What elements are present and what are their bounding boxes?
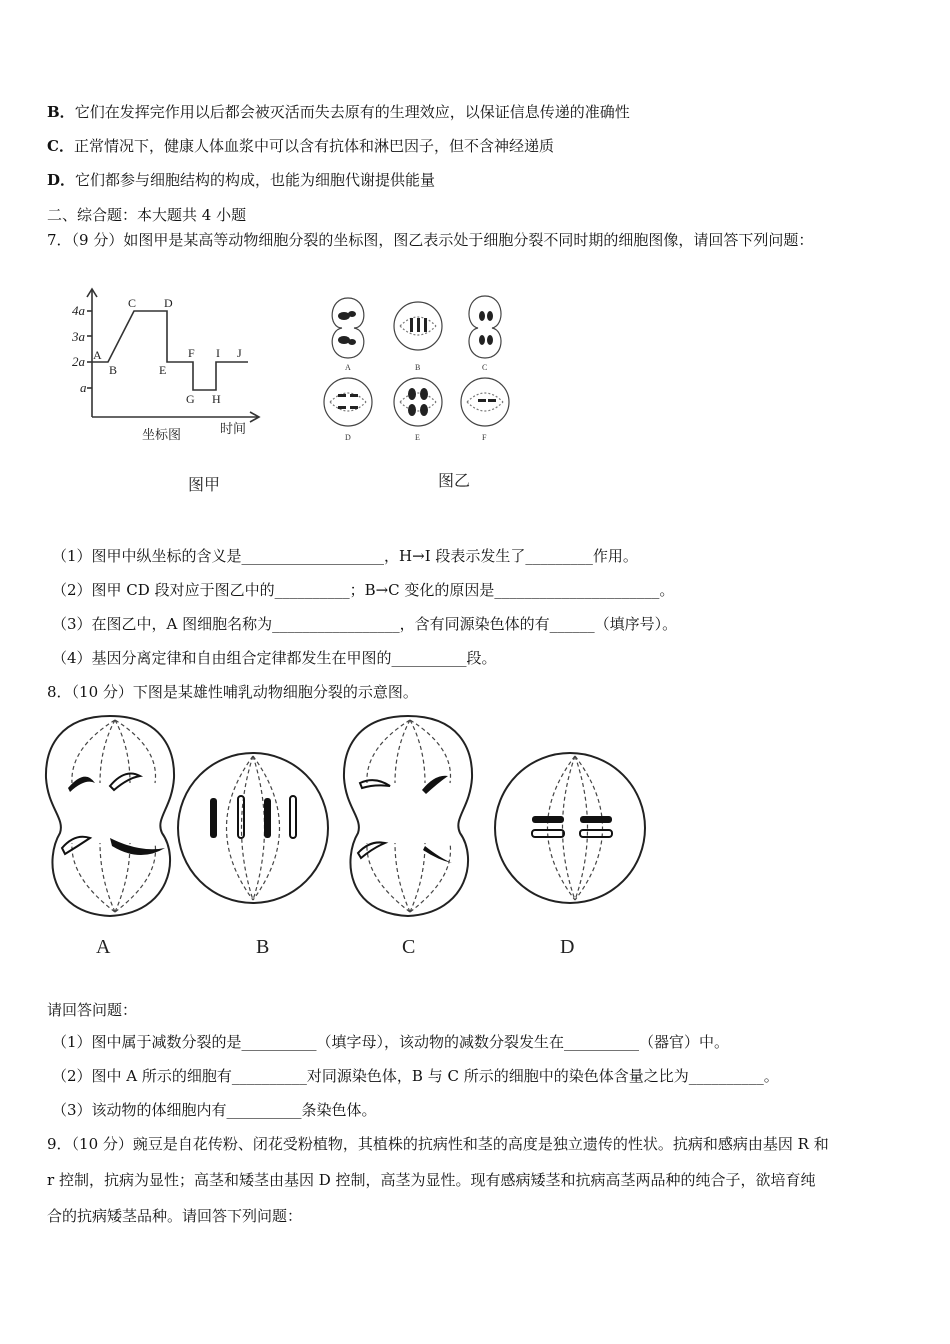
y-tick-label: 2a xyxy=(72,354,85,369)
cell-a-outline xyxy=(46,716,174,916)
q7-figure-yi xyxy=(320,288,535,493)
option-letter: D． xyxy=(47,171,76,189)
cell-label: B xyxy=(415,363,421,372)
cell-a xyxy=(332,298,364,358)
cell-label: C xyxy=(402,936,416,958)
point-label: C xyxy=(128,296,137,310)
cell-label: B xyxy=(256,936,270,958)
cell-b-outline xyxy=(178,753,328,903)
option-d xyxy=(47,170,435,190)
option-b xyxy=(47,102,630,122)
option-text: 正常情况下，健康人体血浆中可以含有抗体和淋巴因子，但不含神经递质 xyxy=(73,137,554,155)
cell-label: A xyxy=(345,363,351,372)
cell-e xyxy=(394,378,442,426)
section-heading: 二、综合题：本大题共 4 小题 xyxy=(47,206,247,224)
y-tick-label: a xyxy=(80,380,87,395)
cell-label: C xyxy=(482,363,488,372)
q8-figure xyxy=(40,708,660,960)
cell-d-outline xyxy=(495,753,645,903)
option-letter: B． xyxy=(47,103,75,121)
q7-sub3: （3）在图乙中，A 图细胞名称为_________________，含有同源染色体的有______（填序号）。 xyxy=(52,615,678,633)
y-tick-label: 3a xyxy=(72,329,85,344)
point-label: J xyxy=(237,346,242,360)
q7-sub4: （4）基因分离定律和自由组合定律都发生在甲图的__________段。 xyxy=(52,649,497,667)
cell-label: F xyxy=(482,433,487,442)
q8-sub3: （3）该动物的体细胞内有__________条染色体。 xyxy=(52,1101,377,1119)
point-label: I xyxy=(216,346,220,360)
figure-title-yi: 图乙 xyxy=(438,473,471,490)
point-label: A xyxy=(93,348,102,362)
option-c xyxy=(47,136,554,156)
cell-c-outline xyxy=(344,716,472,916)
option-text: 它们都参与细胞结构的构成，也能为细胞代谢提供能量 xyxy=(75,171,436,189)
q7-sub1: （1）图甲中纵坐标的含义是___________________，H→I 段表示发生了_________作用。 xyxy=(52,547,638,565)
q7-figure-jia xyxy=(70,285,290,500)
option-text: 它们在发挥完作用以后都会被灭活而失去原有的生理效应，以保证信息传递的准确性 xyxy=(74,103,630,121)
figure-title-jia: 图甲 xyxy=(188,477,221,494)
point-label: B xyxy=(109,363,118,377)
q9-line3: 合的抗病矮茎品种。请回答下列问题： xyxy=(47,1207,303,1225)
q8-prompt: 请回答问题： xyxy=(47,1001,138,1019)
cell-d xyxy=(324,378,372,426)
point-label: D xyxy=(164,296,173,310)
point-label: E xyxy=(159,363,167,377)
graph-caption: 坐标图 xyxy=(142,427,182,442)
q9-line2: r 控制，抗病为显性；高茎和矮茎由基因 D 控制，高茎为显性。现有感病矮茎和抗病高茎两品种的纯合子，欲培育纯 xyxy=(47,1171,816,1189)
point-label: H xyxy=(212,392,221,406)
q8-stem: 8．（10 分）下图是某雄性哺乳动物细胞分裂的示意图。 xyxy=(47,683,418,701)
q7-stem: 7．（9 分）如图甲是某高等动物细胞分裂的坐标图，图乙表示处于细胞分裂不同时期的细胞图像，请回答下列问题： xyxy=(47,231,814,249)
point-label: F xyxy=(188,346,195,360)
cell-c xyxy=(469,296,501,358)
q8-sub1: （1）图中属于减数分裂的是__________（填字母），该动物的减数分裂发生在__________（器官）中。 xyxy=(52,1033,730,1051)
q7-sub2: （2）图甲 CD 段对应于图乙中的__________；B→C 变化的原因是______________________。 xyxy=(52,581,675,599)
q9-line1: 9．（10 分）豌豆是自花传粉、闭花受粉植物，其植株的抗病性和茎的高度是独立遗传的性状。抗病和感病由基因 R 和 xyxy=(47,1135,829,1153)
q8-sub2: （2）图中 A 所示的细胞有__________对同源染色体，B 与 C 所示的细胞中的染色体含量之比为__________。 xyxy=(52,1067,779,1085)
point-label: G xyxy=(186,392,195,406)
option-letter: C． xyxy=(47,137,74,155)
cell-label: D xyxy=(560,936,575,958)
x-axis-label: 时间 xyxy=(220,421,247,436)
y-tick-label: 4a xyxy=(72,303,85,318)
cell-label: D xyxy=(345,433,351,442)
cell-label: E xyxy=(415,433,420,442)
cell-label: A xyxy=(96,936,111,958)
